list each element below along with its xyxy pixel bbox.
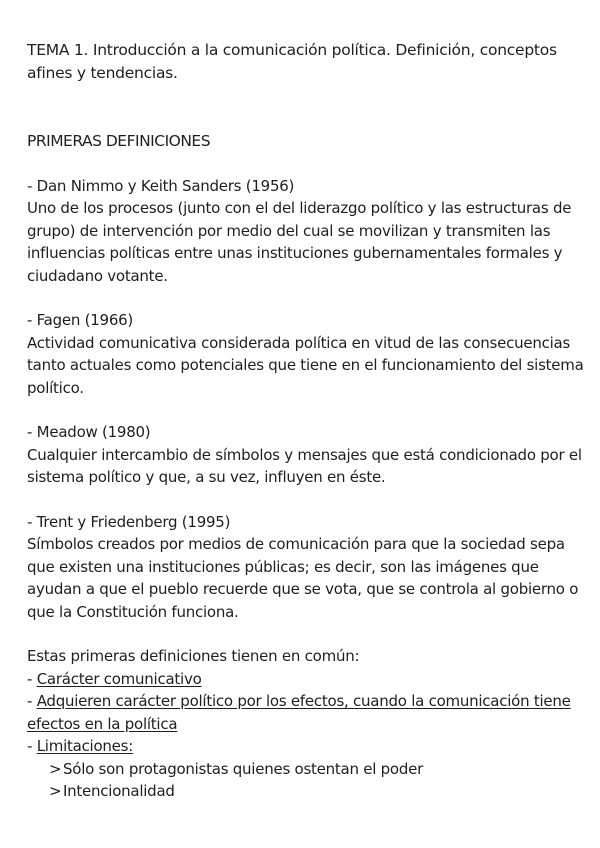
list-item-limitations: Limitaciones: (36, 737, 134, 755)
list-item-political-effects: Adquieren carácter político por los efectos, cuando la comunicación tiene efectos en la política (27, 692, 571, 733)
definition-author: - Trent y Friedenberg (1995) (27, 512, 231, 531)
list-item-communicative: Carácter comunicativo (36, 669, 202, 688)
definition-fagen (27, 309, 587, 399)
list-item (27, 690, 587, 735)
bullet-dash: - (27, 669, 37, 688)
list-item (27, 668, 587, 691)
definition-text: Uno de los procesos (junto con el del liderazgo político y las estructuras de grupo) de intervención por medio del cual se movilizan y transmiten las influencias políticas entre unas instituciones gubernamentales formales y ciudadano votante. (27, 199, 572, 285)
document-page (27, 39, 587, 803)
bullet-dash: - (27, 737, 37, 755)
common-features-list (27, 645, 587, 803)
definition-nimmo-sanders (27, 175, 587, 288)
chevron-right-icon: > (49, 782, 62, 800)
bullet-dash: - (27, 692, 37, 710)
sub-list-item (27, 758, 587, 781)
definition-text: Símbolos creados por medios de comunicación para que la sociedad sepa que existen una instituciones públicas; es decir, son las imágenes que ayudan a que el pueblo recuerde que se vota, que se controla al gobierno o que la Constitución funciona. (27, 535, 579, 621)
definition-author: - Dan Nimmo y Keith Sanders (1956) (27, 176, 295, 195)
sub-item-protagonists: Sólo son protagonistas quienes ostentan el poder (63, 759, 424, 778)
definition-trent-friedenberg (27, 511, 587, 624)
definition-author: - Fagen (1966) (27, 311, 134, 329)
chevron-right-icon: > (49, 759, 62, 778)
section-heading: PRIMERAS DEFINICIONES (27, 132, 211, 150)
definition-text: Actividad comunicativa considerada política en vitud de las consecuencias tanto actuales como potenciales que tiene en el funcionamiento del sistema político. (27, 333, 584, 397)
sub-item-intentionality: Intencionalidad (63, 782, 175, 800)
list-item (27, 735, 587, 758)
definition-meadow (27, 421, 587, 489)
definition-author: - Meadow (1980) (27, 423, 151, 441)
summary-intro: Estas primeras definiciones tienen en común: (27, 647, 360, 665)
sub-list-item (27, 780, 587, 803)
definition-text: Cualquier intercambio de símbolos y mensajes que está condicionado por el sistema político y que, a su vez, influyen en éste. (27, 445, 582, 486)
document-title: TEMA 1. Introducción a la comunicación política. Definición, conceptos afines y tendencias. (27, 41, 557, 82)
